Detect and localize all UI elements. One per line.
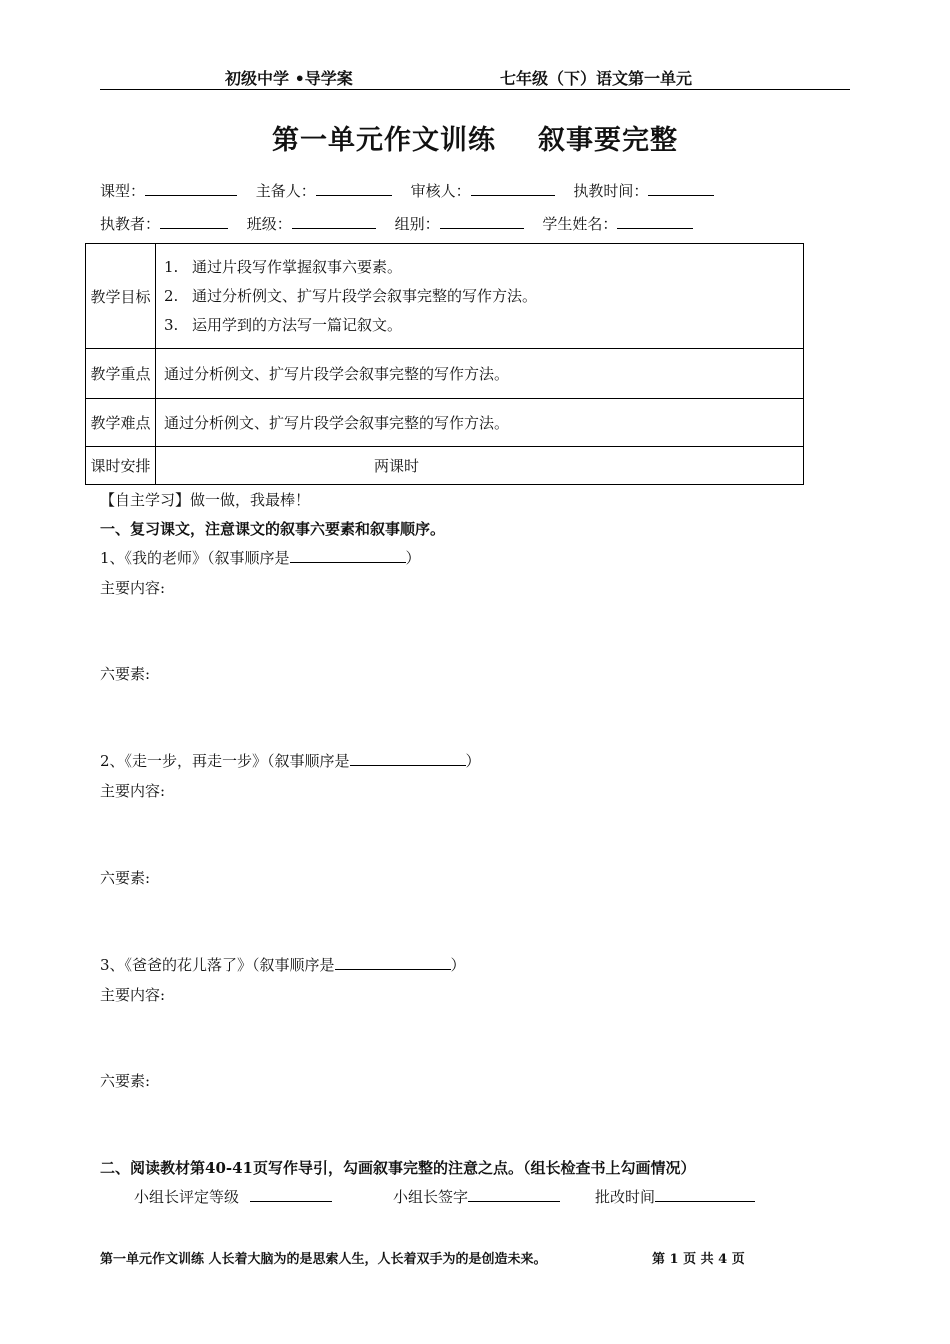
self-study-heading: 【自主学习】做一做，我最棒！ bbox=[100, 491, 311, 509]
course-type-label: 课型： bbox=[100, 182, 146, 200]
grade-row bbox=[134, 1186, 332, 1207]
key-points-row bbox=[86, 349, 804, 399]
page-title bbox=[0, 118, 950, 157]
item-1-order-field[interactable] bbox=[290, 548, 406, 563]
goals-row bbox=[86, 244, 804, 349]
item-2-content-label: 主要内容: bbox=[100, 782, 166, 800]
section-2-title: 二、阅读教材第40-41页写作导引，勾画叙事完整的注意之点。（组长检查书上勾画情况） bbox=[100, 1159, 696, 1177]
item-1-title: 1、《我的老师》（叙事顺序是 ） bbox=[100, 549, 421, 567]
item-3-order-field[interactable] bbox=[335, 955, 451, 970]
teach-time-label: 执教时间： bbox=[573, 182, 649, 200]
difficulty-row bbox=[86, 399, 804, 447]
class-label: 班级： bbox=[246, 215, 292, 233]
reviewer-field[interactable] bbox=[471, 181, 555, 196]
review-row bbox=[595, 1186, 755, 1207]
header-school: 初级中学 •导学案 bbox=[225, 69, 353, 88]
item-1-content-label: 主要内容: bbox=[100, 579, 166, 597]
schedule-row bbox=[86, 447, 804, 485]
course-type-field[interactable] bbox=[145, 181, 237, 196]
item-2-title: 2、《走一步，再走一步》（叙事顺序是 ） bbox=[100, 752, 481, 770]
teaching-plan-table bbox=[85, 243, 804, 485]
group-label: 组别： bbox=[394, 215, 440, 233]
difficulty-label: 教学难点 bbox=[86, 399, 156, 447]
goal-item: 2. 通过分析例文、扩写片段学会叙事完整的写作方法。 bbox=[164, 286, 538, 305]
sign-label: 小组长签字 bbox=[393, 1188, 469, 1206]
footer-motto: 第一单元作文训练 人长着大脑为的是思索人生，人长着双手为的是创造未来。 bbox=[100, 1252, 547, 1267]
review-field[interactable] bbox=[655, 1187, 755, 1202]
item-3-title: 3、《爸爸的花儿落了》（叙事顺序是 ） bbox=[100, 956, 466, 974]
grade-label: 小组长评定等级 bbox=[134, 1188, 240, 1206]
goal-item: 3. 运用学到的方法写一篇记叙文。 bbox=[164, 315, 403, 334]
review-label: 批改时间 bbox=[595, 1188, 656, 1206]
title-main: 第一单元作文训练 bbox=[272, 125, 496, 156]
schedule-text: 两课时 bbox=[156, 447, 804, 485]
section-1-title: 一、复习课文，注意课文的叙事六要素和叙事顺序。 bbox=[100, 520, 446, 538]
teacher-field[interactable] bbox=[160, 214, 228, 229]
sign-row bbox=[393, 1186, 560, 1207]
title-sub: 叙事要完整 bbox=[538, 125, 678, 156]
student-name-field[interactable] bbox=[617, 214, 693, 229]
teacher-label: 执教者： bbox=[100, 215, 161, 233]
page-number: 第 1 页 共 4 页 bbox=[652, 1252, 745, 1267]
goals-label: 教学目标 bbox=[86, 244, 156, 349]
item-2-elements-label: 六要素: bbox=[100, 869, 151, 887]
sign-field[interactable] bbox=[468, 1187, 560, 1202]
goal-item: 1. 通过片段写作掌握叙事六要素。 bbox=[164, 257, 403, 276]
goals-cell bbox=[156, 244, 804, 349]
item-3-elements-label: 六要素: bbox=[100, 1072, 151, 1090]
schedule-label: 课时安排 bbox=[86, 447, 156, 485]
preparer-field[interactable] bbox=[316, 181, 392, 196]
item-1-elements-label: 六要素: bbox=[100, 665, 151, 683]
reviewer-label: 审核人： bbox=[410, 182, 471, 200]
grade-field[interactable] bbox=[250, 1187, 332, 1202]
group-field[interactable] bbox=[440, 214, 524, 229]
class-field[interactable] bbox=[292, 214, 376, 229]
info-row-1 bbox=[100, 180, 728, 201]
info-row-2 bbox=[100, 213, 707, 234]
header-divider bbox=[100, 89, 850, 90]
item-3-content-label: 主要内容: bbox=[100, 986, 166, 1004]
preparer-label: 主备人： bbox=[255, 182, 316, 200]
key-points-text: 通过分析例文、扩写片段学会叙事完整的写作方法。 bbox=[156, 349, 804, 399]
item-2-order-field[interactable] bbox=[350, 751, 466, 766]
student-name-label: 学生姓名： bbox=[542, 215, 618, 233]
teach-time-field[interactable] bbox=[648, 181, 714, 196]
key-points-label: 教学重点 bbox=[86, 349, 156, 399]
header-grade-unit: 七年级（下）语文第一单元 bbox=[500, 69, 693, 88]
difficulty-text: 通过分析例文、扩写片段学会叙事完整的写作方法。 bbox=[156, 399, 804, 447]
